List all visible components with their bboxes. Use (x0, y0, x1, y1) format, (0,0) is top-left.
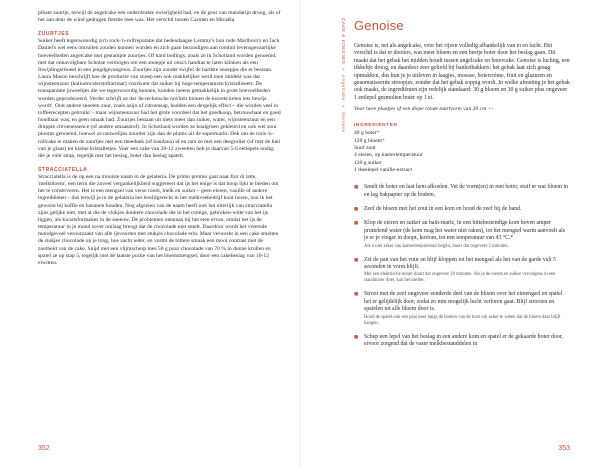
ingredient-item: 120 g bloem* (354, 137, 385, 144)
step-bullet-icon: ■ (354, 183, 359, 192)
ingredient-item: 40 g boter* (354, 130, 380, 137)
recipe-intro (354, 43, 570, 102)
ingredient-item: 120 g suiker (354, 159, 382, 166)
running-head-section: CAKE & KOEKJES (341, 18, 346, 65)
right-page (300, 0, 600, 468)
method-step: ■ Zeef de bloem met het zout in een kom en houd de zeef bij de hand. (354, 205, 522, 213)
stracciatella-paragraph: Stracciatella is de op een na mooiste naam in de gelateria. De primo premio gaat naar fior di latte, 'melkbloem', een term die zoveel vergankelijkheid suggereert dat ijs het enige is dat hoop lijkt te bieden om het te conserveren. Het is een mengsel van verse room, melk en suiker – geen eieren, vanille of andere ingrediënten – dus terwijl je in de gelateria het hoofdgerecht in het melkveebedrijf kunt horen, zou ik het gewoon bij koffie en bananen houden. Nog afgezien van de naam heeft ook het uiterlijk van stracciatella zijns gelijke niet, met al die de vlokjes donkere chocolade die in het romige, gebroken-witte van het ijs liggen, als kwartsformaties in de sneeuw. De problemen ontstaan bij het eten ervan, omdat het ijs de temperatuur in je mond sover omlaag brengt dat de chocolade niet smelt. Daardoor wordt het vreemde mondgevoel veroorzaakt van alle ijsvoorten met stukjes chocolade erin. Maar verwerkt in een cake smelten de stukjes chocolade op je tong, hoe zacht ieder, en vormt de bittere smaak een mooi contrast met de zoetheid van de cake. Snijd met een vlijmscherp mes 50 g puur chocolade van 70 % in dunne krullen en spatel ze op stap 5, tegelijk met de laatste portie van het bloemmengsel, door een cakebeslag van 10-12 eiwitten. (38, 173, 279, 266)
page-number-left: 352 (38, 445, 50, 452)
method-step: ■ Zet de pan van het vuur en blijf kloppen tot het mengsel als het van de garde valt 5 seconden in vorm blijft. Met een elektrische mixer duurt dat ongeveer 10 minuten. Als je de eieren en suiker vervolgens in een standmixer doet, kan het sneller. (354, 257, 570, 285)
zuurtjes-paragraph: Suiker heeft tegenwoordig zo'n rock-'n-rolfreputatie dat hedendaagse Lemmy's hun rode Marlboro's en Jack Daniel's wel eens omruilen zouden kunnen worden en zich gaan bezondigen aan ronduit levensgevaarlijke hoeveelheden angelcake met gestampte zuurtjes. Of hard boilings, zoals ze in Schotland worden genoemd, met dat onnavolgbare Schotse vermogen om een snoepje uit oma's handtas te laten klinken als een Inwijdingsritueel in een jeugdgevangenis. Zuurtjes zijn zonder twijfel de hardste snoepjes die er bestaan. Laura Mason beschrijft hoe de productie van snoep een ook makkelijker werd toen ontdekt was dat wijnsteenzuur (kaliumwaterstoftartraat) voorkomt dat suiker bij hoge temperaturen kristalliseert. De transparante juweeltjes die we tegenwoordig kennen, konden ineens gemakkelijk in grote hoeveelheden worden geproduceerd. Verder schrijft ze dat 'de technische noviteit binnen de korrete keten iets bewijs wordt'. Ooit andere snoeten zuur, zoals azijn of citroensap, hadden een dergelijk effect – die worden veel in toffeerecepten gebruikt – maar wijnsteenzuur had het grote voordeel dat het goedkoop, betrouwbaar en goed houdbaar was, en geen smaak had. Zuurtjes bestaan uit niets meer dan suiker, water, wijnsteenzuur en een druppie citroenessence (of andere smaakstof). In Schotland worden ze knalgroen gekleurd en ook wel sour plooms genoemd, hoewel ze nauwelijks zuurder zijn dan de plums uit de supermarkt. Dek om de rock-'n-rollcake te maken de zuurtjes met een theedoek (of bandana) af en ram ze met een deegroller (of met de hiel van je glaas) tot kleine kristalletjes. Voer een cake van 20-12 zweetten heb je daarvan 5-6 eetlepels nodig; die je vóór strap, tegelijk met het beslag, boter dan beslag spatelt. (38, 38, 281, 159)
step-note: Met een elektrische mixer duurt dat ongeveer 10 minuten. Als je de eieren en suiker vervolgens in een standmixer doet, kan het sneller. (364, 272, 556, 284)
section-heading-zuurtjes: ZUURTJES (38, 31, 70, 38)
intro-paragraph: pikant suurtje, terwijl de angelcake een onderdrukte zwierigheid had, en de geur van mandarijn droog, als of het aan deur de wind gedragen fietsbe mee was. Het verschil tussen Carmen en Micaëla. (38, 10, 281, 24)
running-head-sub1: Angelcake (341, 74, 346, 101)
step-bullet-icon: ■ (354, 255, 359, 264)
serving-text: Voor twee plaatjes of een diepe ronde taartvorm van 20 cm (354, 106, 487, 113)
step-note: Houd de spatel ook een paar keer langs de bodem van de kom om zeker te weten dat de bloem daar blijft hangen. (364, 314, 561, 326)
step-note: Als u niet zeker van kamertemperatuur begint, duurt dat ongeveer 5 minuten. (364, 243, 509, 249)
step-bullet-icon: ■ (354, 332, 359, 341)
serving-mark: ++ (487, 106, 494, 113)
running-head-separator: » (341, 68, 346, 72)
method-step: ■ Schep een lepel van het beslag in een andere kom en spatel er de gekaarde boter door, ervoor zorgend dat de vaste melkbestanddelen in (354, 332, 563, 348)
ingredient-item: 1 theelepel vanille-extract (354, 166, 413, 173)
page-number-right: 353 (558, 445, 570, 452)
step-bullet-icon: ■ (354, 219, 359, 228)
step-bullet-icon: ■ (354, 290, 359, 299)
method-steps (354, 184, 570, 348)
running-head-sub2: Genoise (341, 111, 346, 133)
serving-note (354, 106, 570, 113)
method-step: ■ Strooi met de zeef ongeveer eenderde deel van de bloem over het eimengsel en spatel het er gelijdelijk door, zodat zo min mogelijk lucht verloren gaat. Blijf strooien en spatelen tot alle bloem door is. Houd de spatel ook een paar keer langs de bodem van de kom om zeker te weten dat de bloem daar blijft hangen. (354, 291, 570, 326)
running-head (341, 18, 346, 132)
running-head-separator: » (341, 104, 346, 108)
step-bullet-icon: ■ (354, 205, 359, 213)
ingredients-heading: INGREDIËNTEN (354, 123, 398, 129)
intro-paragraph: Genoise is, net als angelcake, voor het rijzen volledig afhankelijk van ei en lucht. Het verschil is dat er dooiers, wat meer bloem en een beetje boter door het beslag gaan. Dit maakt dat het gebak het midden houdt tussen angelcake en botercake. Genoise is luchtig, een tikkeltje droog, en daardoor zeer geliefd bij banketbakkers: het gebak laat zich graag opmukken, dus kun je je uitleven in laagjes, mousse, botercrème, fruit en glazuren en geaomatiseerde stroopjes, zonder dat het gebak soppig wordt. In welke afmeting je het gebak ook maakt, de ingrediënten zijn redelijk standaard: 30 g bloem en 30 g suiker plus ongeveer 1 eetlepel gesmolten boter op 1 ei. (354, 43, 570, 101)
ingredient-item: 4 eieren, op kamertemperatuur (354, 152, 423, 159)
method-step: ■ Klop de eieren en suiker au bain-marie, in een bittebestendige kom boven amper pruttelend water (de kom mag het water niet raken), tot het mengsel warm aanvoelt als je er je vinger in doopt, kortom, tot een temperatuur van 43 °C.* Als u niet zeker van kamertemperatuur begint, duurt dat ongeveer 5 minuten. (354, 220, 570, 249)
section-heading-stracciatella: STRACCIATELLA (38, 166, 88, 173)
method-step: ■ Smelt de boter en laat hem afkoelen. Vet de vorm(en) in met boter, stuif er wat bloem in en leg bakpapier op de bodem. (354, 183, 568, 198)
ingredient-item: Snuf zout (354, 145, 376, 151)
recipe-title: Genoise (354, 18, 404, 33)
ingredients-list (354, 130, 570, 174)
